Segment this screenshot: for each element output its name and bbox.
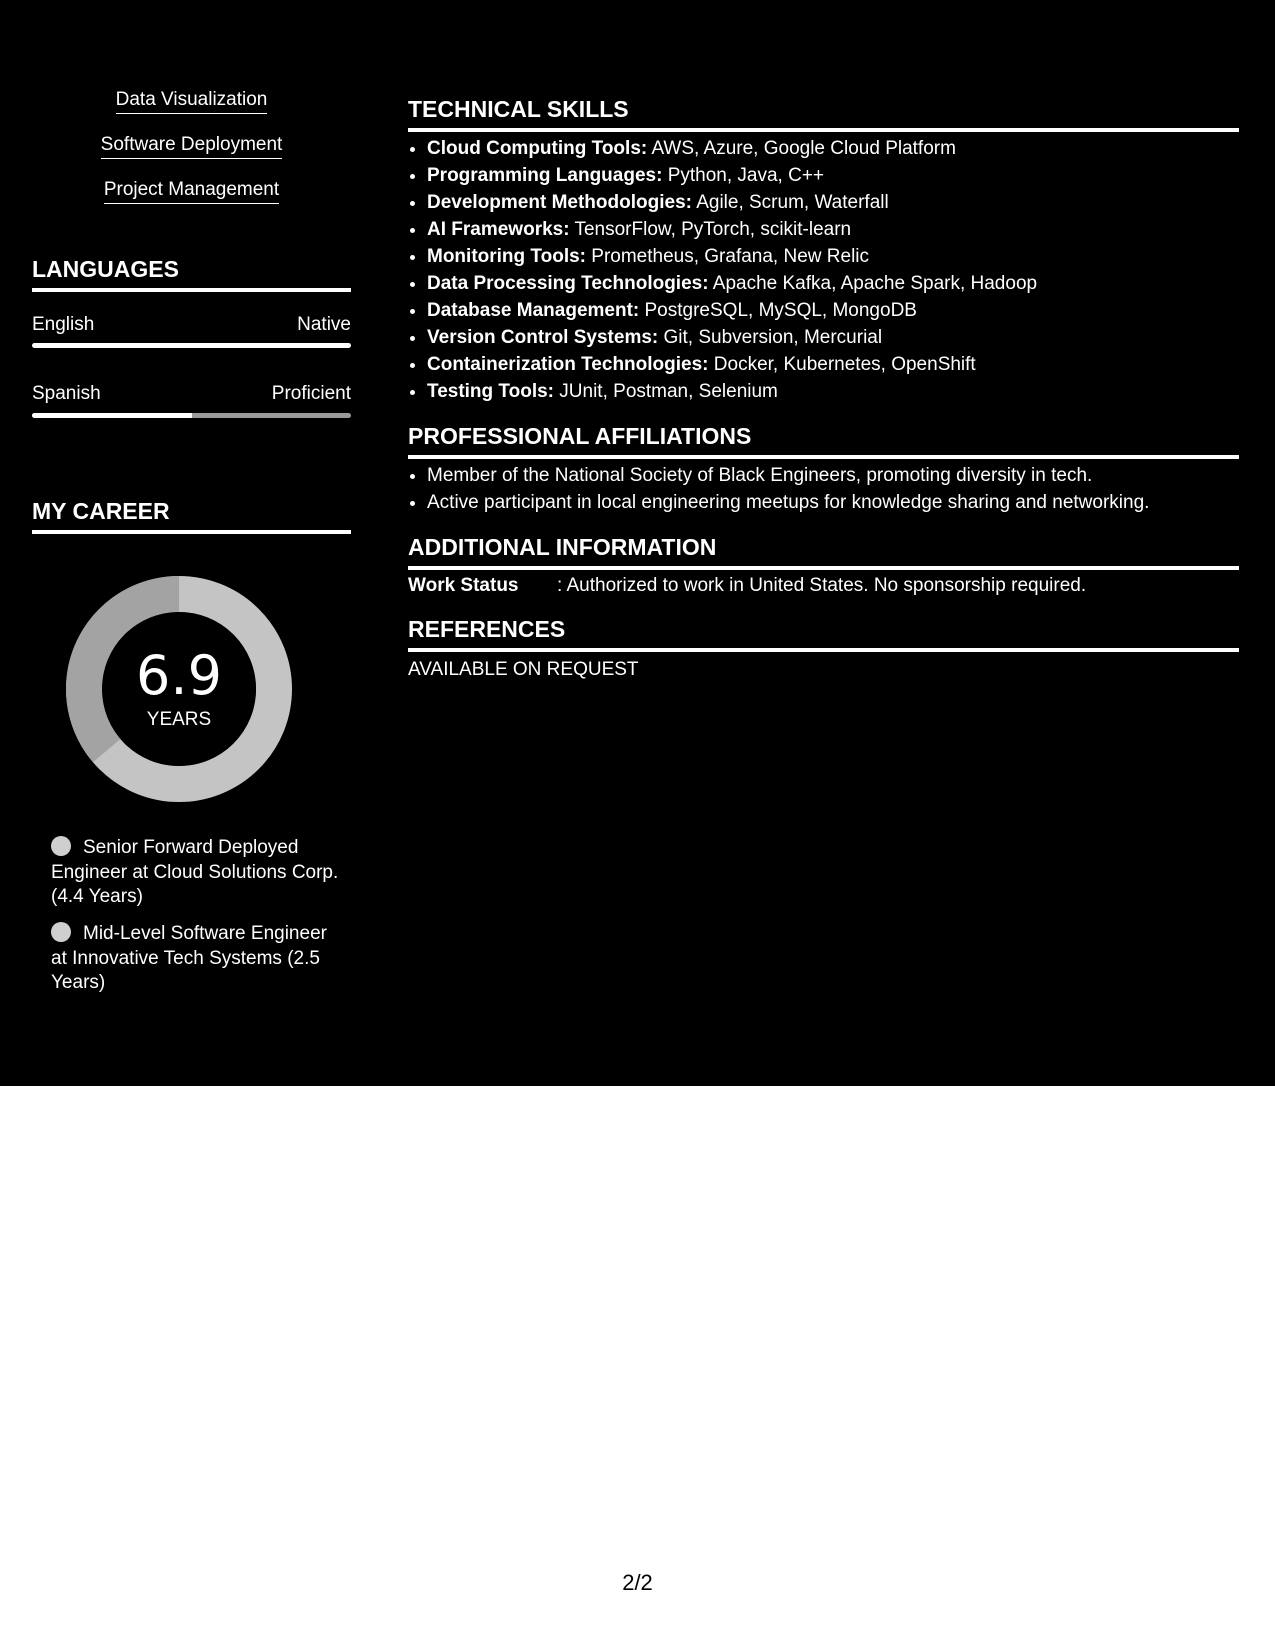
career-dot-icon bbox=[51, 836, 71, 856]
career-total-years: 6.9 bbox=[136, 644, 222, 707]
languages-heading: LANGUAGES bbox=[32, 255, 351, 292]
language-level: Proficient bbox=[271, 383, 351, 404]
language-level: Native bbox=[297, 314, 351, 335]
list-item: • Cloud Computing Tools: AWS, Azure, Google Cloud Platform bbox=[427, 135, 1237, 162]
affiliations-heading: PROFESSIONAL AFFILIATIONS bbox=[408, 422, 1239, 459]
skill-tag: Data Visualization bbox=[32, 88, 351, 114]
list-item: • Data Processing Technologies: Apache Kafka, Apache Spark, Hadoop bbox=[427, 270, 1237, 297]
career-item: Senior Forward Deployed Engineer at Cloud Solutions Corp. (4.4 Years) bbox=[51, 837, 339, 907]
affiliations-list bbox=[408, 462, 1237, 516]
list-item: • Active participant in local engineering meetups for knowledge sharing and networking. bbox=[427, 489, 1237, 516]
skill-tag: Project Management bbox=[32, 178, 351, 204]
work-status-label: Work Status bbox=[408, 575, 519, 596]
language-proficiency-fill bbox=[32, 343, 351, 348]
list-item: • Version Control Systems: Git, Subversion, Mercurial bbox=[427, 324, 1237, 351]
list-item: • Database Management: PostgreSQL, MySQL, MongoDB bbox=[427, 297, 1237, 324]
language-proficiency-bar bbox=[32, 413, 351, 418]
technical-skills-list bbox=[408, 135, 1237, 405]
page-number: 2/2 bbox=[622, 1570, 653, 1595]
career-heading: MY CAREER bbox=[32, 497, 351, 534]
list-item: • Programming Languages: Python, Java, C++ bbox=[427, 162, 1237, 189]
language-proficiency-fill bbox=[32, 413, 192, 418]
language-row bbox=[32, 314, 351, 336]
career-item: Mid-Level Software Engineer at Innovative Tech Systems (2.5 Years) bbox=[51, 923, 327, 993]
list-item: • Containerization Technologies: Docker, Kubernetes, OpenShift bbox=[427, 351, 1237, 378]
additional-info-heading: ADDITIONAL INFORMATION bbox=[408, 533, 1239, 570]
list-item: • AI Frameworks: TensorFlow, PyTorch, scikit-learn bbox=[427, 216, 1237, 243]
skill-tag: Software Deployment bbox=[32, 133, 351, 159]
list-item: • Member of the National Society of Black Engineers, promoting diversity in tech. bbox=[427, 462, 1237, 489]
list-item: • Development Methodologies: Agile, Scrum, Waterfall bbox=[427, 189, 1237, 216]
language-row bbox=[32, 383, 351, 405]
list-item: • Monitoring Tools: Prometheus, Grafana, New Relic bbox=[427, 243, 1237, 270]
work-status-value: : Authorized to work in United States. No sponsorship required. bbox=[557, 575, 1087, 596]
career-dot-icon bbox=[51, 922, 71, 942]
career-years-label: YEARS bbox=[146, 709, 212, 730]
references-text: AVAILABLE ON REQUEST bbox=[408, 659, 639, 680]
language-proficiency-bar bbox=[32, 343, 351, 348]
list-item: • Testing Tools: JUnit, Postman, Selenium bbox=[427, 378, 1237, 405]
technical-skills-heading: TECHNICAL SKILLS bbox=[408, 95, 1239, 132]
language-name: Spanish bbox=[32, 383, 101, 404]
language-name: English bbox=[32, 314, 95, 335]
references-heading: REFERENCES bbox=[408, 615, 1239, 652]
